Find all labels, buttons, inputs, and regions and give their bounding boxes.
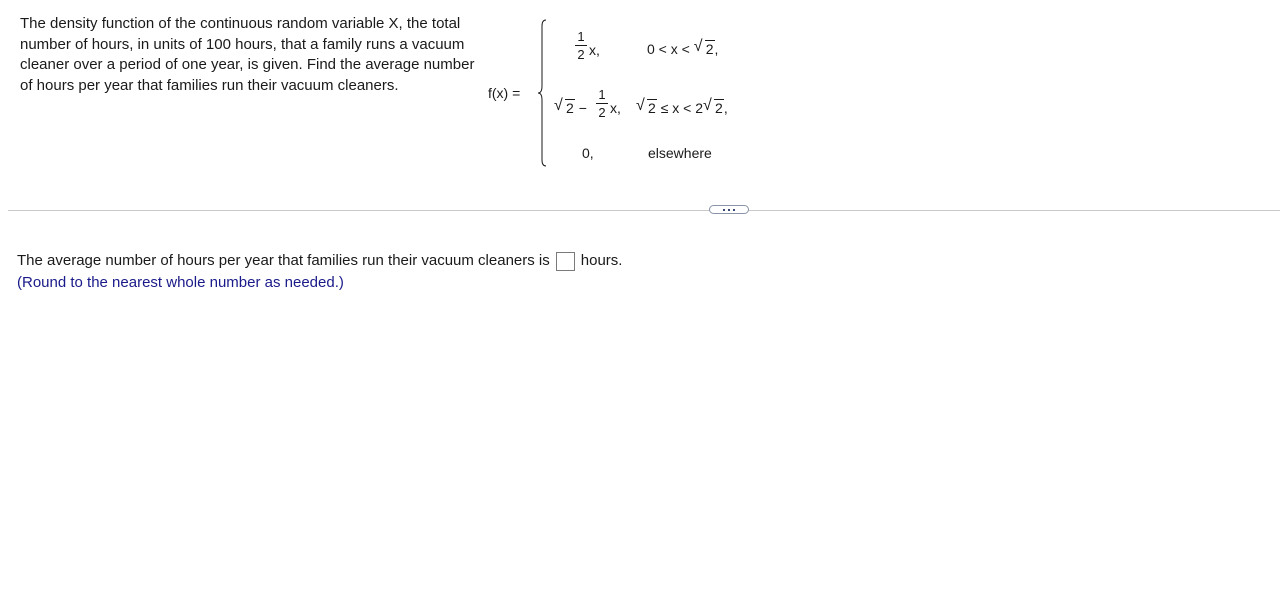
case2-fraction: 1 2: [596, 87, 608, 120]
piecewise-brace: [536, 18, 550, 168]
case1-condition: 0 < x < √ 2,: [647, 38, 719, 57]
function-label: f(x) =: [488, 85, 521, 101]
case1-expr-suffix: x,: [589, 42, 600, 58]
ellipsis-icon[interactable]: [709, 205, 749, 214]
section-divider: [8, 210, 1280, 211]
answer-input[interactable]: [556, 252, 575, 271]
case2-sqrt: √ 2 −: [554, 97, 587, 116]
case2-condition: √ 2 ≤ x < 2 √ 2,: [636, 97, 728, 116]
answer-prefix: The average number of hours per year that families run their vacuum cleaners is: [17, 252, 550, 269]
rounding-hint: (Round to the nearest whole number as needed.): [17, 274, 344, 291]
answer-suffix: hours.: [580, 252, 623, 269]
problem-statement: The density function of the continuous random variable X, the total number of hours, in units of 100 hours, that a family runs a vacuum cleaner over a period of one year, is given. Find the average number of hours per year that families run their vacuum cleaners.: [20, 15, 475, 94]
case2-expr-suffix: x,: [610, 100, 621, 116]
case1-fraction: 1 2: [575, 29, 587, 62]
answer-line: [17, 251, 622, 271]
case3-condition: elsewhere: [648, 145, 712, 161]
sqrt-symbol: √ 2: [693, 38, 714, 57]
case3-expr: 0,: [582, 145, 594, 161]
